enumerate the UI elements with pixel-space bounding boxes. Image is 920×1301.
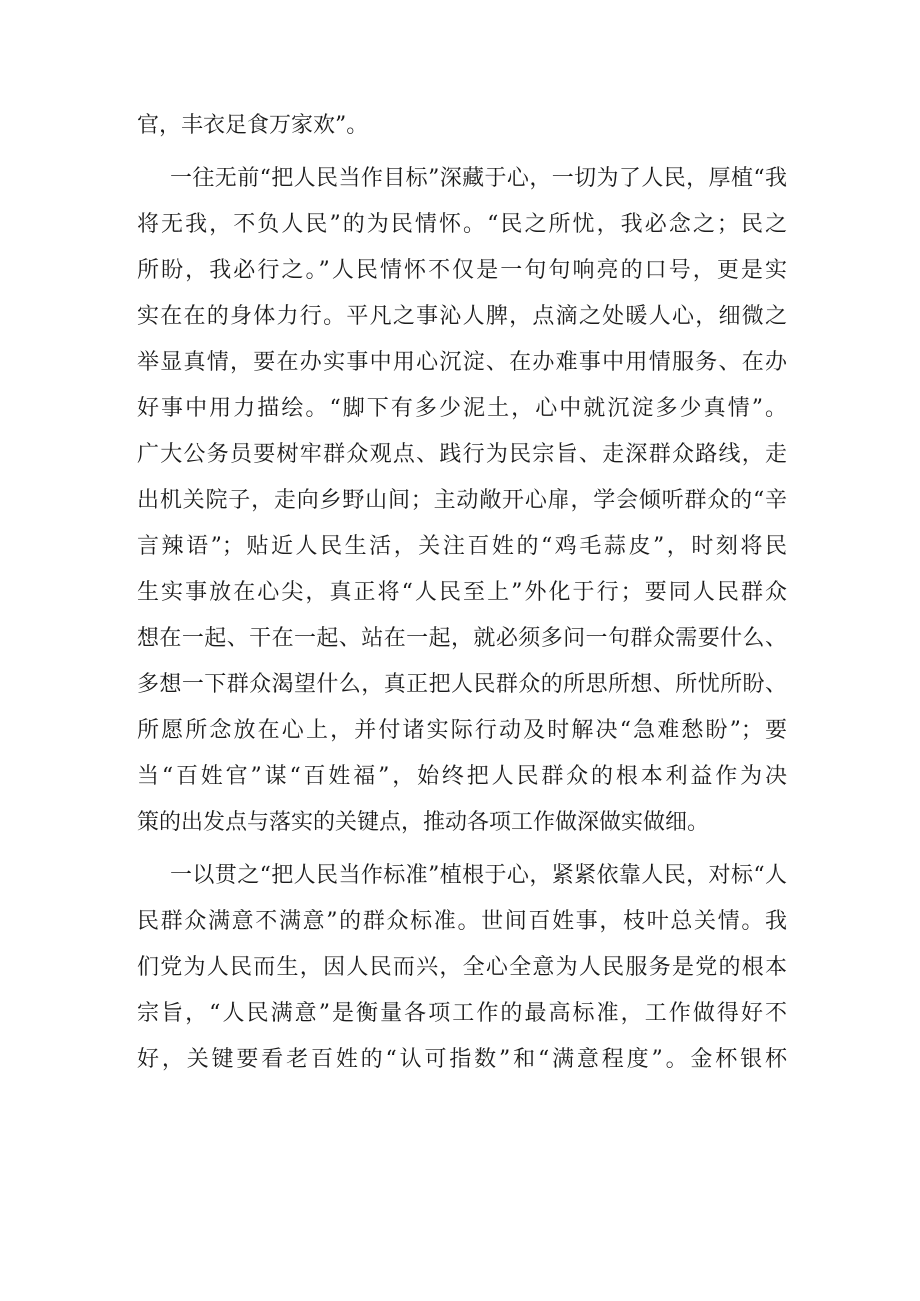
text-line: 民群众满意不满意”的群众标准。世间百姓事，枝叶总关情。我 bbox=[137, 909, 787, 934]
text-line: 多想一下群众渴望什么，真正把人民群众的所思所想、所忧所盼、 bbox=[137, 672, 787, 697]
text-line: 所愿所念放在心上，并付诸实际行动及时解决“急难愁盼”；要 bbox=[137, 718, 787, 743]
paragraph-1 bbox=[137, 103, 787, 149]
text-line: 生实事放在心尖，真正将“人民至上”外化于行；要同人民群众 bbox=[137, 580, 787, 605]
text-line: 想在一起、干在一起、站在一起，就必须多问一句群众需要什么、 bbox=[137, 626, 787, 651]
text-line: 所盼，我必行之。”人民情怀不仅是一句句响亮的口号，更是实 bbox=[137, 258, 787, 283]
text-line: 出机关院子，走向乡野山间；主动敞开心扉，学会倾听群众的“辛 bbox=[137, 488, 787, 513]
text-line: 们党为人民而生，因人民而兴，全心全意为人民服务是党的根本 bbox=[137, 955, 787, 980]
text-line: 实在在的身体力行。平凡之事沁人脾，点滴之处暖人心，细微之 bbox=[137, 304, 787, 329]
paragraph-3 bbox=[137, 853, 787, 1083]
text-line: 策的出发点与落实的关键点，推动各项工作做深做实做细。 bbox=[137, 810, 710, 835]
text-line: 宗旨，“人民满意”是衡量各项工作的最高标准，工作做得好不 bbox=[137, 1001, 787, 1026]
text-line: 举显真情，要在办实事中用心沉淀、在办难事中用情服务、在办 bbox=[137, 350, 787, 375]
text-line: 好，关键要看老百姓的“认可指数”和“满意程度”。金杯银杯 bbox=[137, 1047, 787, 1072]
paragraph-2 bbox=[137, 156, 787, 846]
text-line: 一往无前“把人民当作目标”深藏于心，一切为了人民，厚植“我 bbox=[170, 166, 787, 191]
text-line: 好事中用力描绘。“脚下有多少泥土，心中就沉淀多少真情”。 bbox=[137, 396, 787, 421]
text-line: 言辣语”；贴近人民生活，关注百姓的“鸡毛蒜皮”，时刻将民 bbox=[137, 534, 787, 559]
document-page bbox=[137, 103, 787, 1083]
text-line: 官，丰衣足食万家欢”。 bbox=[137, 113, 369, 138]
text-line: 当“百姓官”谋“百姓福”，始终把人民群众的根本利益作为决 bbox=[137, 764, 787, 789]
text-line: 广大公务员要树牢群众观点、践行为民宗旨、走深群众路线，走 bbox=[137, 442, 787, 467]
text-line: 将无我，不负人民”的为民情怀。“民之所忧，我必念之；民之 bbox=[137, 212, 787, 237]
text-line: 一以贯之“把人民当作标准”植根于心，紧紧依靠人民，对标“人 bbox=[170, 863, 787, 888]
